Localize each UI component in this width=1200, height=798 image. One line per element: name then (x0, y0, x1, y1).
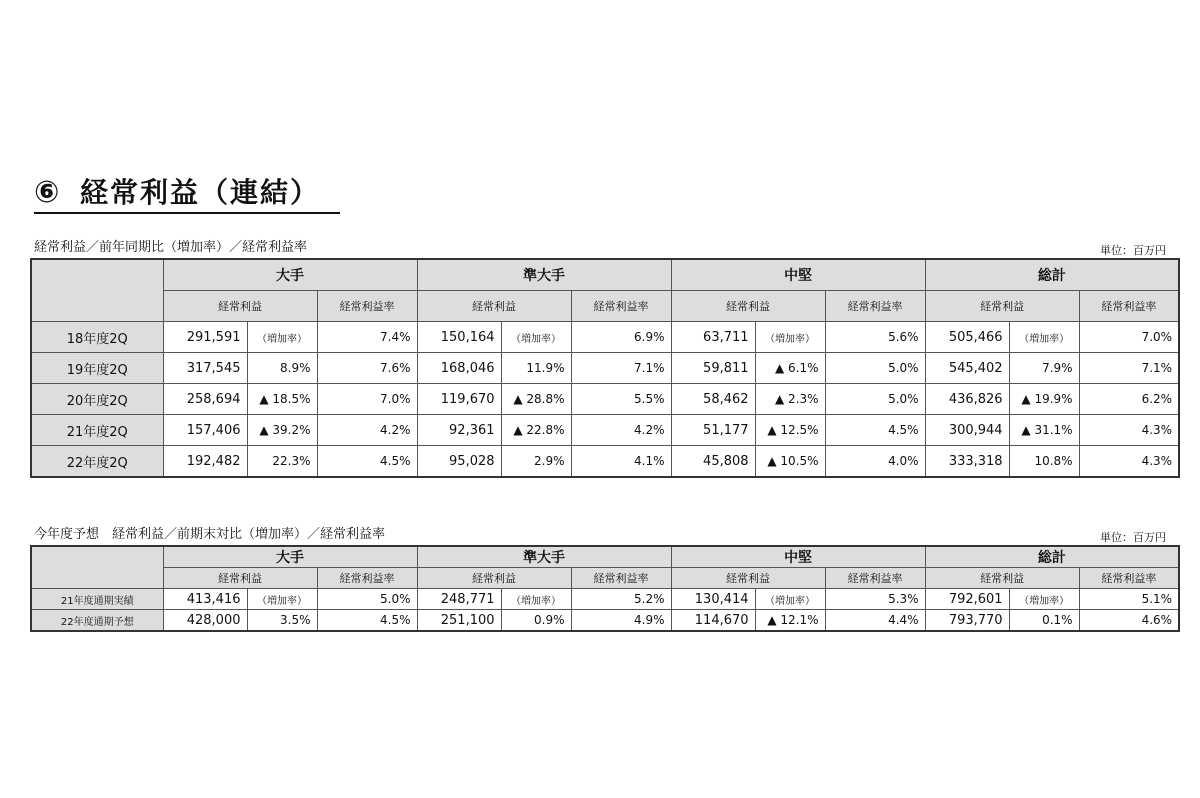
growth-cell: （増加率） (247, 322, 317, 353)
subheader-profit: 経常利益 (671, 568, 825, 589)
growth-cell: ▲ 22.8% (501, 415, 571, 446)
subheader-margin: 経常利益率 (571, 568, 671, 589)
margin-cell: 5.1% (1079, 589, 1179, 610)
row-label: 21年度2Q (31, 415, 163, 446)
profit-cell: 248,771 (417, 589, 501, 610)
profit-cell: 505,466 (925, 322, 1009, 353)
growth-cell: 7.9% (1009, 353, 1079, 384)
group-header: 中堅 (671, 546, 925, 568)
margin-cell: 7.0% (1079, 322, 1179, 353)
growth-cell: ▲ 6.1% (755, 353, 825, 384)
row-label: 20年度2Q (31, 384, 163, 415)
growth-cell: 2.9% (501, 446, 571, 478)
margin-cell: 7.6% (317, 353, 417, 384)
row-label: 22年度通期予想 (31, 610, 163, 632)
subheader-margin: 経常利益率 (317, 568, 417, 589)
section2-caption: 今年度予想 経常利益／前期末対比（増加率）／経常利益率 (34, 527, 386, 542)
margin-cell: 4.5% (317, 446, 417, 478)
profit-cell: 251,100 (417, 610, 501, 632)
profit-cell: 119,670 (417, 384, 501, 415)
profit-cell: 157,406 (163, 415, 247, 446)
profit-table-forecast (30, 545, 1180, 632)
growth-cell: 3.5% (247, 610, 317, 632)
margin-cell: 5.5% (571, 384, 671, 415)
margin-cell: 7.4% (317, 322, 417, 353)
title-text: 経常利益（連結） (80, 176, 321, 209)
margin-cell: 5.2% (571, 589, 671, 610)
group-header: 総計 (925, 546, 1179, 568)
profit-cell: 545,402 (925, 353, 1009, 384)
profit-cell: 130,414 (671, 589, 755, 610)
margin-cell: 5.3% (825, 589, 925, 610)
profit-cell: 192,482 (163, 446, 247, 478)
table-row (31, 446, 1179, 478)
growth-cell: （増加率） (501, 322, 571, 353)
subheader-profit: 経常利益 (417, 291, 571, 322)
subheader-profit: 経常利益 (925, 291, 1079, 322)
section1-unit: 単位：百万円 (1100, 244, 1166, 257)
subheader-margin: 経常利益率 (825, 568, 925, 589)
profit-cell: 150,164 (417, 322, 501, 353)
profit-cell: 59,811 (671, 353, 755, 384)
margin-cell: 5.0% (317, 589, 417, 610)
row-label: 19年度2Q (31, 353, 163, 384)
subheader-profit: 経常利益 (417, 568, 571, 589)
profit-cell: 792,601 (925, 589, 1009, 610)
group-header: 準大手 (417, 546, 671, 568)
margin-cell: 4.3% (1079, 446, 1179, 478)
margin-cell: 5.6% (825, 322, 925, 353)
profit-cell: 333,318 (925, 446, 1009, 478)
growth-cell: 8.9% (247, 353, 317, 384)
growth-cell: 11.9% (501, 353, 571, 384)
margin-cell: 7.1% (1079, 353, 1179, 384)
group-header: 総計 (925, 259, 1179, 291)
group-header: 中堅 (671, 259, 925, 291)
growth-cell: （増加率） (1009, 322, 1079, 353)
profit-cell: 63,711 (671, 322, 755, 353)
growth-cell: 0.9% (501, 610, 571, 632)
profit-cell: 300,944 (925, 415, 1009, 446)
row-label: 22年度2Q (31, 446, 163, 478)
table-row (31, 322, 1179, 353)
section2-unit: 単位：百万円 (1100, 531, 1166, 544)
profit-cell: 258,694 (163, 384, 247, 415)
growth-cell: ▲ 28.8% (501, 384, 571, 415)
growth-cell: （増加率） (755, 322, 825, 353)
profit-cell: 95,028 (417, 446, 501, 478)
margin-cell: 5.0% (825, 384, 925, 415)
table-row (31, 384, 1179, 415)
table-row (31, 415, 1179, 446)
group-header: 準大手 (417, 259, 671, 291)
subheader-margin: 経常利益率 (571, 291, 671, 322)
profit-cell: 45,808 (671, 446, 755, 478)
profit-cell: 428,000 (163, 610, 247, 632)
group-header: 大手 (163, 259, 417, 291)
table-row (31, 589, 1179, 610)
section1-caption: 経常利益／前年同期比（増加率）／経常利益率 (34, 240, 308, 255)
margin-cell: 4.2% (317, 415, 417, 446)
growth-cell: ▲ 12.5% (755, 415, 825, 446)
margin-cell: 4.5% (825, 415, 925, 446)
margin-cell: 4.3% (1079, 415, 1179, 446)
profit-cell: 58,462 (671, 384, 755, 415)
profit-cell: 92,361 (417, 415, 501, 446)
margin-cell: 7.0% (317, 384, 417, 415)
subheader-profit: 経常利益 (163, 568, 317, 589)
growth-cell: ▲ 31.1% (1009, 415, 1079, 446)
subheader-margin: 経常利益率 (317, 291, 417, 322)
margin-cell: 4.9% (571, 610, 671, 632)
margin-cell: 4.6% (1079, 610, 1179, 632)
subheader-margin: 経常利益率 (825, 291, 925, 322)
growth-cell: 0.1% (1009, 610, 1079, 632)
header-corner (31, 259, 163, 322)
profit-cell: 168,046 (417, 353, 501, 384)
profit-cell: 436,826 (925, 384, 1009, 415)
margin-cell: 4.1% (571, 446, 671, 478)
margin-cell: 6.9% (571, 322, 671, 353)
header-corner (31, 546, 163, 589)
margin-cell: 4.0% (825, 446, 925, 478)
growth-cell: （増加率） (1009, 589, 1079, 610)
margin-cell: 5.0% (825, 353, 925, 384)
growth-cell: ▲ 18.5% (247, 384, 317, 415)
title-number: ⑥ (34, 175, 60, 210)
group-header: 大手 (163, 546, 417, 568)
row-label: 21年度通期実績 (31, 589, 163, 610)
profit-cell: 793,770 (925, 610, 1009, 632)
growth-cell: ▲ 10.5% (755, 446, 825, 478)
profit-cell: 114,670 (671, 610, 755, 632)
growth-cell: 22.3% (247, 446, 317, 478)
table-row (31, 353, 1179, 384)
growth-cell: 10.8% (1009, 446, 1079, 478)
margin-cell: 6.2% (1079, 384, 1179, 415)
margin-cell: 4.2% (571, 415, 671, 446)
growth-cell: ▲ 39.2% (247, 415, 317, 446)
growth-cell: ▲ 2.3% (755, 384, 825, 415)
table-row (31, 610, 1179, 632)
subheader-profit: 経常利益 (163, 291, 317, 322)
growth-cell: ▲ 19.9% (1009, 384, 1079, 415)
profit-cell: 51,177 (671, 415, 755, 446)
growth-cell: （増加率） (247, 589, 317, 610)
margin-cell: 4.5% (317, 610, 417, 632)
growth-cell: ▲ 12.1% (755, 610, 825, 632)
subheader-profit: 経常利益 (671, 291, 825, 322)
row-label: 18年度2Q (31, 322, 163, 353)
subheader-margin: 経常利益率 (1079, 291, 1179, 322)
growth-cell: （増加率） (755, 589, 825, 610)
growth-cell: （増加率） (501, 589, 571, 610)
subheader-margin: 経常利益率 (1079, 568, 1179, 589)
margin-cell: 7.1% (571, 353, 671, 384)
profit-cell: 317,545 (163, 353, 247, 384)
subheader-profit: 経常利益 (925, 568, 1079, 589)
profit-table-quarterly (30, 258, 1180, 478)
page-title (34, 176, 340, 214)
profit-cell: 291,591 (163, 322, 247, 353)
margin-cell: 4.4% (825, 610, 925, 632)
profit-cell: 413,416 (163, 589, 247, 610)
